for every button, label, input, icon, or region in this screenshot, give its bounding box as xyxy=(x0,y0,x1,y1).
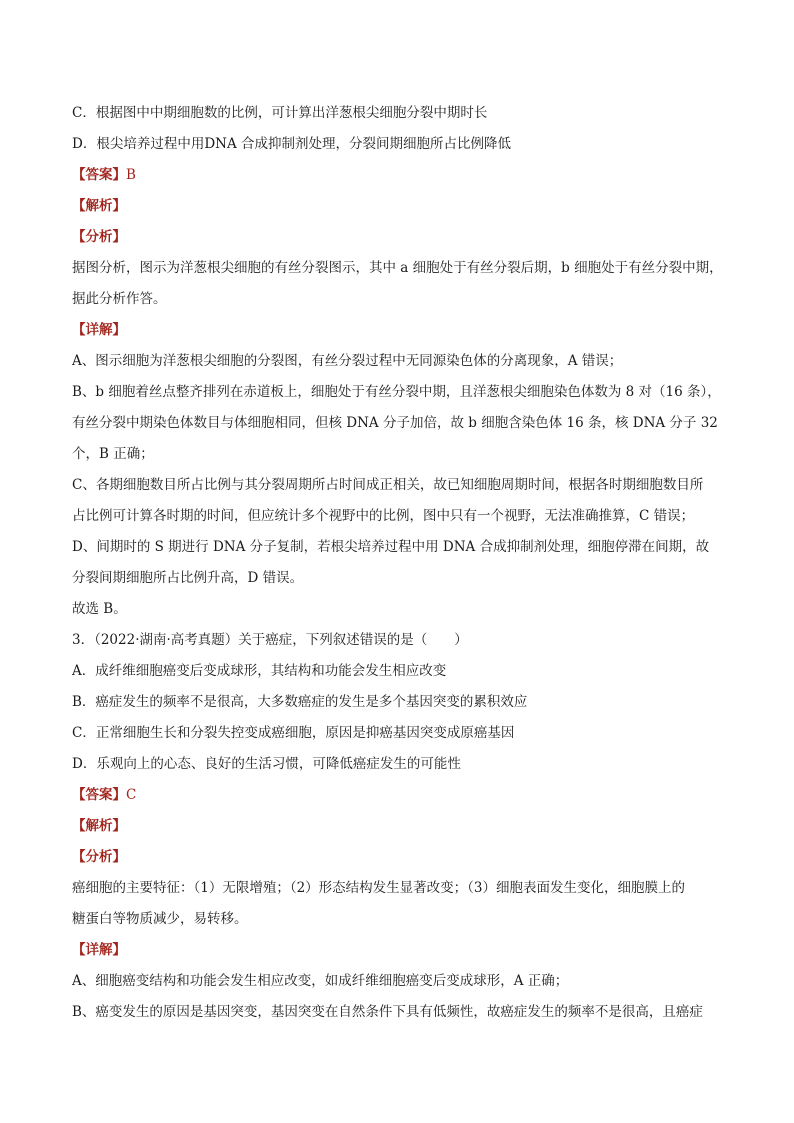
q3-option-b: B．癌症发生的频率不是很高，大多数癌症的发生是多个基因突变的累积效应 xyxy=(72,694,528,710)
q2-detail-a: A、图示细胞为洋葱根尖细胞的分裂图，有丝分裂过程中无同源染色体的分离现象，A 错误； xyxy=(72,353,623,369)
q3-option-a: A．成纤维细胞癌变后变成球形，其结构和功能会发生相应改变 xyxy=(72,663,447,679)
q3-detail-a: A、细胞癌变结构和功能会发生相应改变，如成纤维细胞癌变后变成球形，A 正确； xyxy=(72,973,569,989)
q2-detail-d1: D、间期时的 S 期进行 DNA 分子复制，若根尖培养过程中用 DNA 合成抑制剂处理，细胞停滞在间期，故 xyxy=(72,539,710,555)
q3-fenxi-tag xyxy=(72,842,724,873)
q3-option-c: C．正常细胞生长和分裂失控变成癌细胞，原因是抑癌基因突变成原癌基因 xyxy=(72,725,515,741)
detail-tag: 【详解】 xyxy=(72,942,126,958)
q2-option-d: D．根尖培养过程中用DNA 合成抑制剂处理，分裂间期细胞所占比例降低 xyxy=(72,136,511,152)
q2-detail-b1: B、b 细胞着丝点整齐排列在赤道板上，细胞处于有丝分裂中期，且洋葱根尖细胞染色体数为 8 对（16 条）， xyxy=(72,384,721,400)
q3-stem: 3．（2022·湖南·高考真题）关于癌症，下列叙述错误的是（ ） xyxy=(72,632,468,648)
document-page xyxy=(72,98,724,1028)
analysis-tag: 【解析】 xyxy=(72,818,126,834)
analysis-tag: 【解析】 xyxy=(72,198,126,214)
q2-detail-tag xyxy=(72,315,724,346)
q2-option-c: C．根据图中中期细胞数的比例，可计算出洋葱根尖细胞分裂中期时长 xyxy=(72,105,488,121)
q2-fenxi-line2: 据此分析作答。 xyxy=(72,291,167,307)
q2-detail-d2: 分裂间期细胞所占比例升高，D 错误。 xyxy=(72,570,304,586)
q2-detail-c2: 占比例可计算各时期的时间，但应统计多个视野中的比例，图中只有一个视野，无法准确推算，C 错误； xyxy=(72,508,695,524)
q3-option-d: D．乐观向上的心态、良好的生活习惯，可降低癌症发生的可能性 xyxy=(72,756,461,772)
q2-analysis-tag xyxy=(72,191,724,222)
q2-detail-b3: 个，B 正确； xyxy=(72,446,154,462)
answer-value: B xyxy=(126,167,136,183)
answer-value: C xyxy=(126,787,137,803)
answer-tag: 【答案】 xyxy=(72,167,126,183)
answer-tag: 【答案】 xyxy=(72,787,126,803)
q3-fenxi-line1: 癌细胞的主要特征：（1）无限增殖；（2）形态结构发生显著改变；（3）细胞表面发生变化，细胞膜上的 xyxy=(72,880,686,896)
detail-tag: 【详解】 xyxy=(72,322,126,338)
q2-conclusion: 故选 B。 xyxy=(72,601,127,617)
q2-fenxi-line1: 据图分析，图示为洋葱根尖细胞的有丝分裂图示，其中 a 细胞处于有丝分裂后期，b 细胞处于有丝分裂中期， xyxy=(72,260,723,276)
q2-answer xyxy=(72,160,724,191)
q3-detail-tag xyxy=(72,935,724,966)
q2-detail-c1: C、各期细胞数目所占比例与其分裂周期所占时间成正相关，故已知细胞周期时间，根据各时期细胞数目所 xyxy=(72,477,704,493)
q2-fenxi-tag xyxy=(72,222,724,253)
q3-answer xyxy=(72,780,724,811)
q3-detail-b1: B、癌变发生的原因是基因突变，基因突变在自然条件下具有低频性，故癌症发生的频率不是很高，且癌症 xyxy=(72,1004,703,1020)
q3-analysis-tag xyxy=(72,811,724,842)
fenxi-tag: 【分析】 xyxy=(72,229,126,245)
fenxi-tag: 【分析】 xyxy=(72,849,126,865)
q2-detail-b2: 有丝分裂中期染色体数目与体细胞相同，但核 DNA 分子加倍，故 b 细胞含染色体 16 条，核 DNA 分子 32 xyxy=(72,415,718,431)
q3-fenxi-line2: 糖蛋白等物质减少，易转移。 xyxy=(72,911,248,927)
